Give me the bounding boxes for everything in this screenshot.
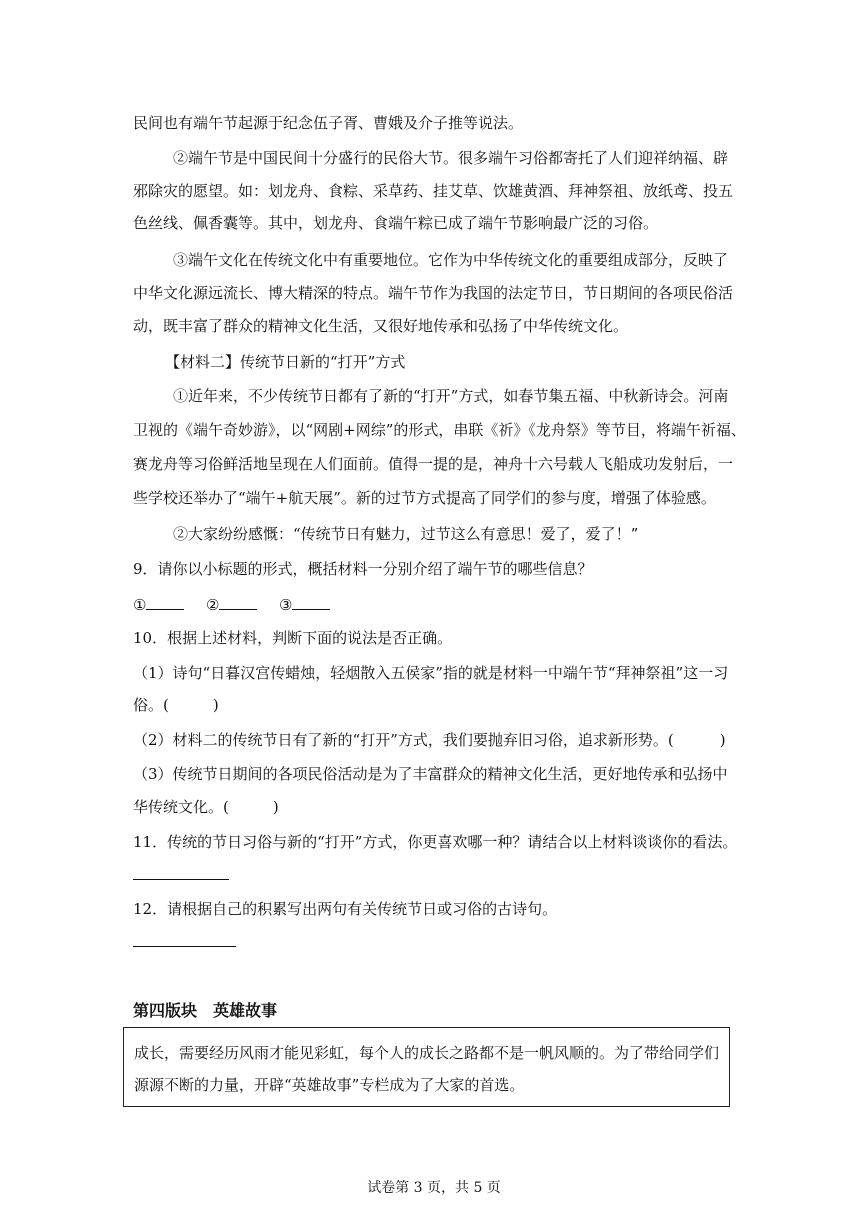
material-two-paragraph-2: ②大家纷纷感慨：“传统节日有魅力，过节这么有意思！爱了，爱了！” <box>173 525 639 543</box>
answer-mark-3: ③ <box>279 596 293 614</box>
question-10-3-tail: 华传统文化。( <box>133 798 229 816</box>
question-10-3-answer <box>133 797 279 817</box>
close-paren: ) <box>212 696 219 714</box>
answer-mark-2: ② <box>206 596 220 614</box>
question-11-answer-line[interactable] <box>133 879 229 880</box>
question-9-answer-slots <box>133 594 330 615</box>
section-four-intro-line: 成长，需要经历风雨才能见彩虹，每个人的成长之路都不是一帆风顺的。为了带给同学们 <box>134 1044 720 1062</box>
material-one-paragraph-3-line: ③端午文化在传统文化中有重要地位。它作为中华传统文化的重要组成部分，反映了 <box>173 251 729 269</box>
question-10-1-line: （1）诗句“日暮汉宫传蜡烛，轻烟散入五侯家”指的就是材料一中端午节“拜神祭祖”这一习 <box>133 664 729 682</box>
question-12-answer-line[interactable] <box>133 946 236 947</box>
material-one-paragraph-2-line: 邪除灾的愿望。如：划龙舟、食粽、采草药、挂艾草、饮雄黄酒、拜神祭祖、放纸鸢、投五 <box>133 182 734 200</box>
question-10-3-line: （3）传统节日期间的各项民俗活动是为了丰富群众的精神文化生活，更好地传承和弘扬中 <box>133 765 728 783</box>
material-two-paragraph-1-line: ①近年来，不少传统节日都有了新的“打开”方式，如春节集五福、中秋新诗会。河南 <box>173 387 729 405</box>
close-paren: ) <box>272 798 279 816</box>
question-11: 11．传统的节日习俗与新的“打开”方式，你更喜欢哪一种？请结合以上材料谈谈你的看法。 <box>133 833 738 851</box>
material-two-paragraph-1-line: 卫视的《端午奇妙游》，以“网剧+网综”的形式，串联《祈》《龙舟祭》等节目，将端午祈福、 <box>133 421 746 439</box>
close-paren: ) <box>719 731 726 749</box>
material-one-line: 民间也有端午节起源于纪念伍子胥、曹娥及介子推等说法。 <box>133 114 524 132</box>
answer-blank-1[interactable] <box>146 594 184 610</box>
material-one-paragraph-2-line: ②端午节是中国民间十分盛行的民俗大节。很多端午习俗都寄托了人们迎祥纳福、辟 <box>173 149 729 167</box>
question-12: 12．请根据自己的积累写出两句有关传统节日或习俗的古诗句。 <box>133 900 558 918</box>
question-9: 9．请你以小标题的形式，概括材料一分别介绍了端午节的哪些信息？ <box>133 560 593 578</box>
material-one-paragraph-3-line: 中华文化源远流长、博大精深的特点。端午节作为我国的法定节日，节日期间的各项民俗活 <box>133 284 734 302</box>
question-10: 10．根据上述材料，判断下面的说法是否正确。 <box>133 629 453 647</box>
question-10-1-tail: 俗。( <box>133 696 169 714</box>
question-10-2: （2）材料二的传统节日有了新的“打开”方式，我们要抛弃旧习俗，追求新形势。( <box>133 731 674 749</box>
material-one-paragraph-3-line: 动，既丰富了群众的精神文化生活，又很好地传承和弘扬了中华传统文化。 <box>133 317 629 335</box>
material-two-paragraph-1-line: 赛龙舟等习俗鲜活地呈现在人们面前。值得一提的是，神舟十六号载人飞船成功发射后，一 <box>133 455 734 473</box>
section-four-intro-line: 源源不断的力量，开辟“英雄故事”专栏成为了大家的首选。 <box>134 1076 525 1094</box>
page-footer: 试卷第 3 页，共 5 页 <box>367 1180 501 1196</box>
answer-blank-2[interactable] <box>219 594 257 610</box>
question-10-2-answer <box>133 730 726 750</box>
material-two-heading: 【材料二】传统节日新的“打开”方式 <box>165 353 406 371</box>
answer-mark-1: ① <box>133 596 147 614</box>
material-two-paragraph-1-line: 些学校还举办了“端午+航天展”。新的过节方式提高了同学们的参与度，增强了体验感。 <box>133 489 716 507</box>
section-four-intro-box <box>123 1027 730 1107</box>
answer-blank-3[interactable] <box>292 594 330 610</box>
section-four-title: 第四版块 英雄故事 <box>133 1001 278 1020</box>
question-10-1-answer <box>133 695 219 715</box>
material-one-paragraph-2-line: 色丝线、佩香囊等。其中，划龙舟、食端午粽已成了端午节影响最广泛的习俗。 <box>133 214 659 232</box>
